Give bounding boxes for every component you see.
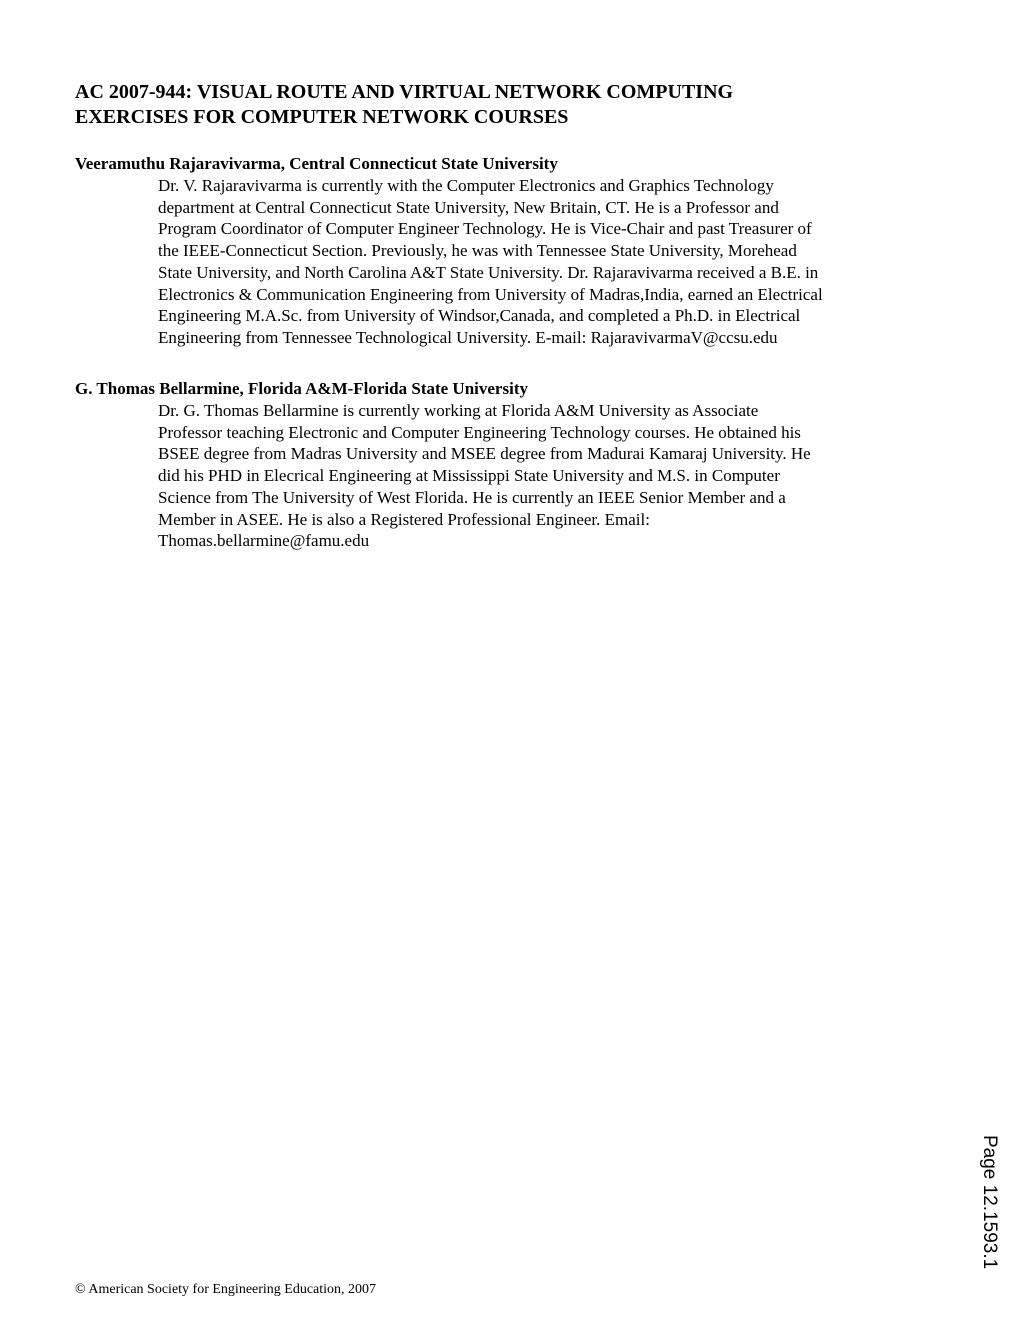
bio-line: Engineering M.A.Sc. from University of Windsor,Canada, and completed a Ph.D. in Electrical	[158, 306, 801, 326]
bio-line: BSEE degree from Madras University and MSEE degree from Madurai Kamaraj University. He	[158, 444, 811, 464]
author-heading: Veeramuthu Rajaravivarma, Central Connecticut State University	[75, 154, 558, 173]
bio-line: did his PHD in Elecrical Engineering at Mississippi State University and M.S. in Computer	[158, 466, 780, 486]
author-heading: G. Thomas Bellarmine, Florida A&M-Florida State University	[75, 379, 528, 398]
bio-line: Thomas.bellarmine@famu.edu	[158, 531, 370, 551]
bio-line: Program Coordinator of Computer Engineer Technology. He is Vice-Chair and past Treasurer of	[158, 219, 812, 239]
author-bio	[158, 175, 958, 349]
author-section-rajaravivarma	[75, 153, 955, 349]
bio-line: State University, and North Carolina A&T State University. Dr. Rajaravivarma received a B.E. in	[158, 262, 819, 282]
bio-line: Engineering from Tennessee Technological University. E-mail: RajaravivarmaV@ccsu.edu	[158, 327, 778, 347]
bio-line: the IEEE-Connecticut Section. Previously, he was with Tennessee State University, Morehead	[158, 241, 797, 261]
author-bio	[158, 400, 958, 552]
bio-line: Member in ASEE. He is also a Registered Professional Engineer. Email:	[158, 509, 650, 529]
author-section-bellarmine	[75, 378, 955, 552]
bio-line: Electronics & Communication Engineering from University of Madras,India, earned an Electrical	[158, 284, 823, 304]
paper-title-line: AC 2007-944: VISUAL ROUTE AND VIRTUAL NETWORK COMPUTING	[75, 81, 734, 103]
paper-title	[75, 80, 955, 130]
bio-line: Science from The University of West Florida. He is currently an IEEE Senior Member and a	[158, 487, 786, 507]
bio-line: Professor teaching Electronic and Computer Engineering Technology courses. He obtained his	[158, 422, 801, 442]
bio-line: department at Central Connecticut State University, New Britain, CT. He is a Professor and	[158, 197, 779, 217]
page-number: Page 12.1593.1	[979, 1135, 1000, 1270]
bio-line: Dr. G. Thomas Bellarmine is currently working at Florida A&M University as Associate	[158, 401, 759, 420]
bio-line: Dr. V. Rajaravivarma is currently with the Computer Electronics and Graphics Technology	[158, 176, 774, 195]
copyright-footer: © American Society for Engineering Education, 2007	[75, 1282, 377, 1297]
paper-title-line: EXERCISES FOR COMPUTER NETWORK COURSES	[75, 106, 569, 128]
